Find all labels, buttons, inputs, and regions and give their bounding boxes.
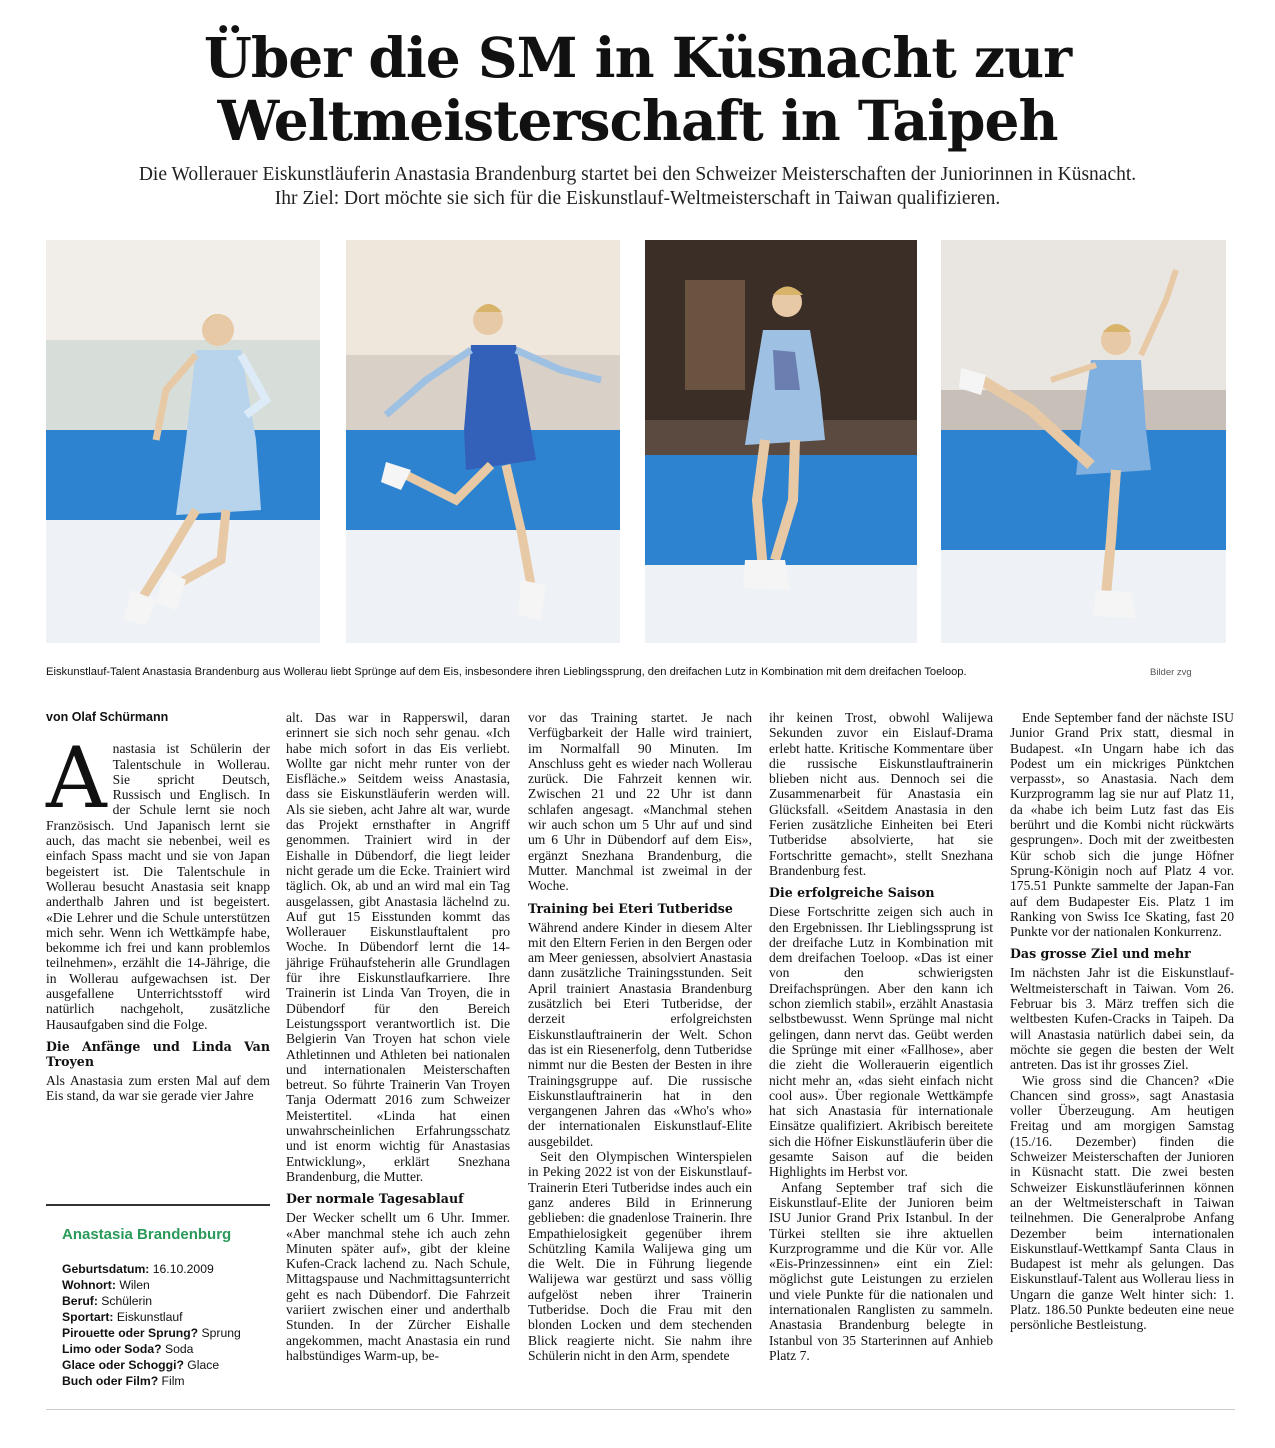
fact-label: Limo oder Soda? (62, 1342, 162, 1356)
article-column-3 (528, 710, 752, 1363)
article-text: nastasia ist Schülerin der Talentschule in Wollerau. Sie spricht Deutsch, Russisch und Englisch. In der Schule lernt sie noch Französisch. Und Japanisch lernt sie auch, das macht sie nebenbei, weil es einfach Spass macht und sie von Japan begeistert ist. Die Talentschule in Wollerau besucht Anastasia seit knapp anderthalb Jahren und ist begeistert. «Die Lehrer und die Schule unterstützen mich sehr. Wenn ich Wettkämpfe habe, bekomme ich frei und kann problemlos teilnehmen», erzählt die 14-Jährige, die in Wollerau aufgewachsen ist. Der ausgefallene Unterrichtsstoff wird natürlich nachgeholt, zusätzliche Hausaufgaben sind die Folge. (46, 741, 270, 1032)
article-paragraph: Wie gross sind die Chancen? «Die Chancen sind gross», sagt Anastasia voller Überzeugung. Am heutigen Freitag und am morgigen Samstag (15./16. Dezember) finden die Schweizer Meisterschaften der Junioren in Küsnacht statt. Die zwei besten Schweizer Eiskunstläuferinnen können an der Weltmeisterschaft in Taiwan teilnehmen. Die Generalprobe Anfang Dezember beim internationalen Eiskunstlauf-Wettkampf Santa Claus in Budapest ist mehr als gelungen. Das Eiskunstlauf-Talent aus Wollerau liess in Ungarn die ganze Welt hinter sich: 1. Platz. 186.50 Punkte bedeuten eine neue persönliche Bestleistung. (1010, 1072, 1234, 1333)
fact-label: Beruf: (62, 1294, 98, 1308)
photo-credit: Bilder zvg (1150, 667, 1192, 678)
fact-item (62, 1293, 270, 1309)
article-column-2 (286, 710, 510, 1363)
fact-item (62, 1309, 270, 1325)
subheading: Training bei Eteri Tutberidse (528, 900, 733, 916)
fact-label: Geburtsdatum: (62, 1262, 150, 1276)
fact-value: Wilen (119, 1278, 150, 1292)
article-column-5 (1010, 710, 1234, 1333)
skater-photo-icon (645, 240, 917, 643)
fact-label: Wohnort: (62, 1278, 116, 1292)
fact-item (62, 1341, 270, 1357)
skater-photo-icon (346, 240, 620, 643)
headline-line-1: Über die SM in Küsnacht zur (203, 25, 1072, 90)
article-paragraph: Diese Fortschritte zeigen sich auch in den Ergebnissen. Ihr Lieblingssprung ist der dreifache Lutz in Kombination mit dem dreifachen Toeloop. «Das ist einer von den schwierigsten Dreifachsprüngen. Aber den kann ich schon ziemlich stabil», erzählt Anastasia selbstbewusst. Wenn Sprünge mal nicht gelingen, dann nervt das. Geübt werden die Sprünge mit einer «Fallhose», aber die zieht die Wollerauerin eigentlich nicht mehr an, «das sieht einfach nicht cool aus». Über regionale Wettkämpfe hat sich Anastasia für internationale Einsätze qualifiziert. Akribisch bereitete sich die Höfner Eiskunstläuferin über die gesamte Saison auf die beiden Highlights im Herbst vor. (769, 904, 993, 1180)
skater-photo-icon (46, 240, 320, 643)
skater-photo-4 (941, 240, 1226, 643)
fact-value: Eiskunstlauf (116, 1310, 183, 1324)
fact-item (62, 1277, 270, 1293)
article-paragraph: Als Anastasia zum ersten Mal auf dem Eis stand, da war sie gerade vier Jahre (46, 1072, 270, 1104)
factbox (46, 1204, 270, 1389)
photo-caption: Eiskunstlauf-Talent Anastasia Brandenburg aus Wollerau liebt Sprünge auf dem Eis, insbesondere ihren Lieblingssprung, den dreifachen Lutz in Kombination mit dem dreifachen Toeloop. (46, 666, 967, 678)
article-paragraph: Ende September fand der nächste ISU Junior Grand Prix statt, diesmal in Budapest. «In Ungarn habe ich das Podest um ein mickriges Pünktchen verpasst», so Anastasia. Nach dem Kurzprogramm lag sie nur auf Platz 11, da «habe ich beim Lutz fast das Eis berührt und die Kombi nicht rückwärts gesprungen». Doch mit der zweitbesten Kür schob sich die junge Höfner Sprung-Königin noch auf Platz 4 vor. 175.51 Punkte sammelte der Japan-Fan auf dem Budapester Eis. Platz 1 im Ranking von Swiss Ice Skating, fast 20 Punkte vor der nationalen Konkurrenz. (1010, 710, 1234, 940)
byline: von Olaf Schürmann (46, 710, 169, 724)
article-paragraph: Während andere Kinder in diesem Alter mit den Eltern Ferien in den Bergen oder am Meer geniessen, absolviert Anastasia dann zusätzliche Trainingsstunden. Seit April trainiert Anastasia Brandenburg zusätzlich bei Eteri Tutberidse, der derzeit erfolgreichsten Eiskunstlauftrainerin der Welt. Schon das ist ein Riesenerfolg, denn Tutberidse nimmt nur die Besten der Besten in ihre Trainingsgruppe auf. Die russische Eiskunstlauftrainerin hat in den vergangenen Jahren das «Who's who» der internationalen Eiskunstlauf-Elite ausgebildet. (528, 919, 752, 1149)
skater-photo-2 (346, 240, 620, 643)
article-paragraph: Seit den Olympischen Winterspielen in Peking 2022 ist von der Eiskunstlauf-Trainerin Eteri Tutberidse indes auch ein ganz anderes Bild in Erinnerung geblieben: die gnadenlose Trainerin. Ihre Empathielosigkeit gegenüber ihrem Schützling Kamila Walijewa ging um die Welt. Die in Führung liegende Walijewa war gestürzt und sass völlig aufgelöst neben ihrer Trainerin Tutberidse. Doch die Frau mit den blonden Locken und dem stechenden Blick reagierte nicht. Sie nahm ihre Schülerin nicht in den Arm, spendete (528, 1149, 752, 1363)
article-paragraph: alt. Das war in Rapperswil, daran erinnert sie sich noch sehr genau. «Ich habe mich sofort in das Eis verliebt. Wollte gar nicht mehr runter von der Eisfläche.» Seitdem weiss Anastasia, dass sie Eiskunstläuferin werden will. Als sie sieben, acht Jahre alt war, wurde das Projekt ernsthafter in Angriff genommen. Trainiert wird in der Eishalle in Dübendorf, die liegt leider nicht gerade um die Ecke. Trainiert wird täglich. Ok, ab und an wird mal ein Tag ausgelassen, gibt Anastasia lächelnd zu. Auf gut 15 Eisstunden kommt das Wollerauer Eiskunstlauftalent pro Woche. In Dübendorf lernt die 14-jährige Frühaufsteherin alle Grundlagen für ihre Eiskunstlaufkarriere. Ihre Trainerin ist Linda Van Troyen, die in Dübendorf für den Bereich Leistungssport verantwortlich ist. Die Belgierin Van Troyen hat schon viele Athletinnen und Athleten bei nationalen und internationalen Meisterschaften betreut. So führte Trainerin Van Troyen Tanja Odermatt 2016 zum Schweizer Meistertitel. «Linda hat einen unwahrscheinlichen Erfahrungsschatz und ist enorm wichtig für Anastasias Entwicklung», erklärt Snezhana Brandenburg, die Mutter. (286, 710, 510, 1184)
fact-item (62, 1261, 270, 1277)
article-paragraph: Anfang September traf sich die Eiskunstlauf-Elite der Junioren beim ISU Junior Grand Prix Istanbul. In der Türkei stellten sie ihre aktuellen Kurzprogramme und die Kür vor. Alle «Eis-Prinzessinnen» eint ein Ziel: möglichst gute Leistungen zu erzielen und viele Punkte für die nationalen und internationalen Ranglisten zu sammeln. Anastasia Brandenburg belegte in Istanbul von 35 Starterinnen auf Anhieb Platz 7. (769, 1179, 993, 1363)
skater-photo-3 (645, 240, 917, 643)
article-paragraph: vor das Training startet. Je nach Verfügbarkeit der Halle wird trainiert, im Normalfall 90 Minuten. Im Anschluss geht es wieder nach Wollerau zurück. Die Fahrzeit kennen wir. Zwischen 21 und 22 Uhr ist dann schlafen angesagt. «Manchmal stehen wir auch schon um 5 Uhr auf und sind um 6 Uhr in Dübendorf auf dem Eis», ergänzt Snezhana Brandenburg, die Mutter. Manchmal ist zweimal in der Woche. (528, 710, 752, 894)
headline-line-2: Weltmeisterschaft in Taipeh (217, 88, 1058, 153)
skater-photo-icon (941, 240, 1226, 643)
lead-paragraph (40, 163, 1235, 211)
fact-value: Sprung (201, 1326, 241, 1340)
skater-photo-1 (46, 240, 320, 643)
subheading: Das grosse Ziel und mehr (1010, 946, 1191, 962)
fact-value: Schülerin (101, 1294, 153, 1308)
article-paragraph: Der Wecker schellt um 6 Uhr. Immer. «Aber manchmal stehe ich auch zehn Minuten später auf», gibt der kleine Kufen-Crack lachend zu. Nach Schule, Mittagspause und Nachmittagsunterricht geht es nach Dübendorf. Die Fahrzeit variiert zwischen einer und anderthalb Stunden. In der Zürcher Eishalle angekommen, macht Anastasia ein rund halbstündiges Warm-up, be- (286, 1210, 510, 1363)
article-column-1 (46, 710, 270, 1104)
subheading: Der normale Tagesablauf (286, 1191, 464, 1207)
article-paragraph (46, 729, 270, 1032)
bottom-divider (46, 1409, 1235, 1410)
fact-label: Glace oder Schoggi? (62, 1358, 184, 1372)
fact-label: Sportart: (62, 1310, 114, 1324)
fact-label: Buch oder Film? (62, 1374, 159, 1388)
subheading: Die erfolgreiche Saison (769, 885, 935, 901)
fact-item (62, 1357, 270, 1373)
fact-value: Glace (187, 1358, 220, 1372)
fact-label: Pirouette oder Sprung? (62, 1326, 199, 1340)
lead-line-2: Ihr Ziel: Dort möchte sie sich für die Eiskunstlauf-Weltmeisterschaft in Taiwan qualifizieren. (274, 188, 1001, 209)
fact-value: Film (161, 1374, 185, 1388)
fact-item (62, 1373, 270, 1389)
subheading: Die Anfänge und Linda Van Troyen (46, 1038, 270, 1069)
dropcap: A (46, 729, 107, 828)
fact-value: 16.10.2009 (152, 1262, 214, 1276)
fact-item (62, 1325, 270, 1341)
factbox-title: Anastasia Brandenburg (62, 1226, 232, 1243)
fact-value: Soda (164, 1342, 194, 1356)
article-paragraph: Im nächsten Jahr ist die Eiskunstlauf-Weltmeisterschaft in Taiwan. Vom 26. Februar bis 3. März treffen sich die weltbesten Kufen-Cracks in Taipeh. Da will Anastasia natürlich dabei sein, da möchte sie gegen die besten der Welt antreten. Das ist ihr grosses Ziel. (1010, 965, 1234, 1073)
lead-line-1: Die Wollerauer Eiskunstläuferin Anastasia Brandenburg startet bei den Schweizer Meisterschaften der Juniorinnen in Küsnacht. (138, 164, 1137, 185)
article-paragraph: ihr keinen Trost, obwohl Walijewa Sekunden zuvor ein Eislauf-Drama erlebt hatte. Kritische Kommentare über die russische Eiskunstlauftrainerin blieben nicht aus. Dennoch sei die Zusammenarbeit für Anastasia ein Glücksfall. «Seitdem Anastasia in den Ferien zusätzliche Einheiten bei Eteri Tutberidse absolvierte, hat sie Fortschritte gemacht», stellt Snezhana Brandenburg fest. (769, 710, 993, 878)
article-column-4 (769, 710, 993, 1363)
headline (0, 26, 1275, 152)
